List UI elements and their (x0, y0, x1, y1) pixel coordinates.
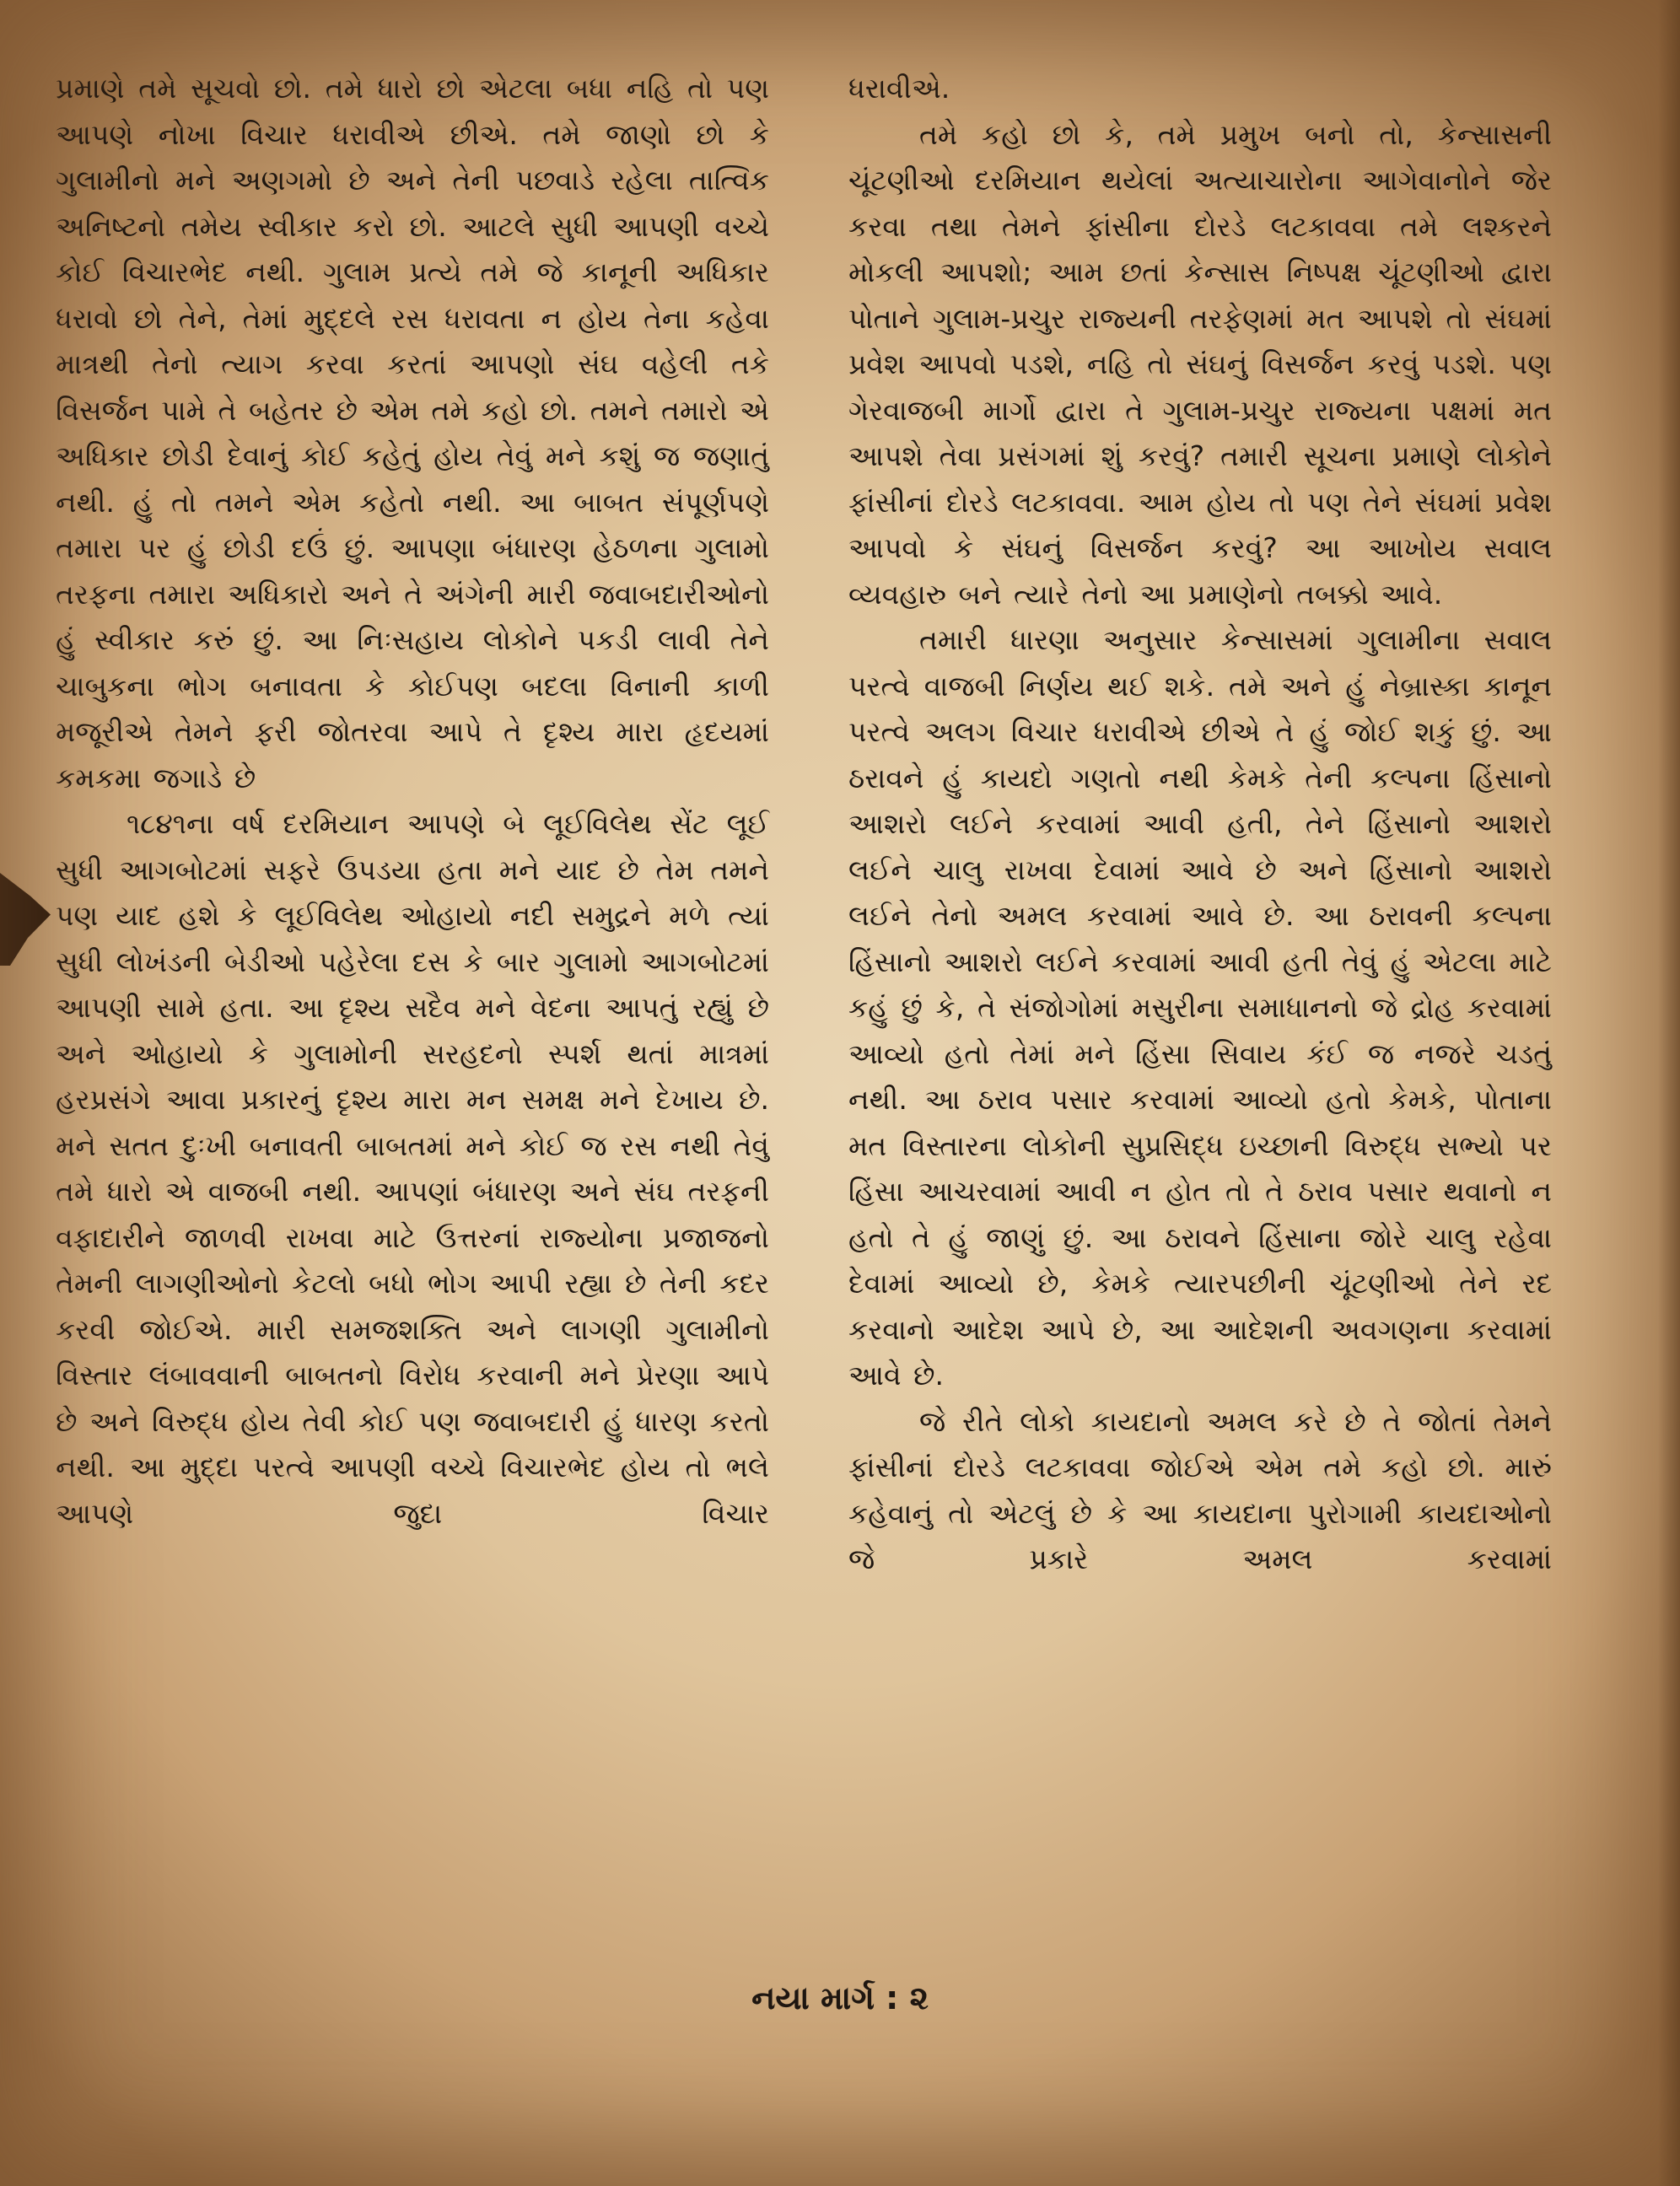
page-edge-shadow (1658, 0, 1680, 2186)
right-text-column (848, 66, 1552, 1583)
torn-edge (0, 873, 51, 966)
paragraph: પ્રમાણે તમે સૂચવો છો. તમે ધારો છો એટલા બધા નહિ તો પણ આપણે નોખા વિચાર ધરાવીએ છીએ. તમે જાણો છો કે ગુલામીનો મને અણગમો છે અને તેની પછવાડે રહેલા તાત્વિક અનિષ્ટનો તમેય સ્વીકાર કરો છો. આટલે સુધી આપણી વચ્ચે કોઈ વિચારભેદ નથી. ગુલામ પ્રત્યે તમે જે કાનૂની અધિકાર ધરાવો છો તેને, તેમાં મુદ્દલે રસ ધરાવતા ન હોય તેના કહેવા માત્રથી તેનો ત્યાગ કરવા કરતાં આપણો સંઘ વહેલી તકે વિસર્જન પામે તે બહેતર છે એમ તમે કહો છો. તમને તમારો એ અધિકાર છોડી દેવાનું કોઈ કહેતું હોય તેવું મને કશું જ જણાતું નથી. હું તો તમને એમ કહેતો નથી. આ બાબત સંપૂર્ણપણે તમારા પર હું છોડી દઉં છું. આપણા બંધારણ હેઠળના ગુલામો તરફના તમારા અધિકારો અને તે અંગેની મારી જવાબદારીઓનો હું સ્વીકાર કરું છું. આ નિઃસહાય લોકોને પકડી લાવી તેને ચાબુકના ભોગ બનાવતા કે કોઈપણ બદલા વિનાની કાળી મજૂરીએ તેમને ફરી જોતરવા આપે તે દૃશ્ય મારા હૃદયમાં કમકમા જગાડે છે (56, 72, 769, 794)
left-text-column (56, 66, 769, 1537)
paragraph: ધરાવીએ. (848, 72, 950, 105)
paragraph: તમારી ધારણા અનુસાર કેન્સાસમાં ગુલામીના સવાલ પરત્વે વાજબી નિર્ણય થઈ શકે. તમે અને હું નેબ્રાસ્કા કાનૂન પરત્વે અલગ વિચાર ધરાવીએ છીએ તે હું જોઈ શકું છું. આ ઠરાવને હું કાયદો ગણતો નથી કેમકે તેની કલ્પના હિંસાનો આશરો લઈને કરવામાં આવી હતી, તેને હિંસાનો આશરો લઈને ચાલુ રાખવા દેવામાં આવે છે અને હિંસાનો આશરો લઈને તેનો અમલ કરવામાં આવે છે. આ ઠરાવની કલ્પના હિંસાનો આશરો લઈને કરવામાં આવી હતી તેવું હું એટલા માટે કહું છું કે, તે સંજોગોમાં મસુરીના સમાધાનનો જે દ્રોહ કરવામાં આવ્યો હતો તેમાં મને હિંસા સિવાય કંઈ જ નજરે ચડતું નથી. આ ઠરાવ પસાર કરવામાં આવ્યો હતો કેમકે, પોતાના મત વિસ્તારના લોકોની સુપ્રસિદ્ધ ઇચ્છાની વિરુદ્ધ સભ્યો પર હિંસા આચરવામાં આવી ન હોત તો તે ઠરાવ પસાર થવાનો ન હતો તે હું જાણું છું. આ ઠરાવને હિંસાના જોરે ચાલુ રહેવા દેવામાં આવ્યો છે, કેમકે ત્યારપછીની ચૂંટણીઓ તેને રદ કરવાનો આદેશ આપે છે, આ આદેશની અવગણના કરવામાં આવે છે. (848, 623, 1552, 1392)
page-footer: નયા માર્ગ : ૨ (751, 1979, 929, 2016)
paragraph: જે રીતે લોકો કાયદાનો અમલ કરે છે તે જોતાં તેમને ફાંસીનાં દોરડે લટકાવવા જોઈએ એમ તમે કહો છો. મારું કહેવાનું તો એટલું છે કે આ કાયદાના પુરોગામી કાયદાઓનો જે પ્રકારે અમલ કરવામાં (848, 1404, 1552, 1575)
paragraph: ૧૮૪૧ના વર્ષ દરમિયાન આપણે બે લૂઈવિલેથ સેંટ લૂઈ સુધી આગબોટમાં સફરે ઉપડયા હતા મને યાદ છે તેમ તમને પણ યાદ હશે કે લૂઈવિલેથ ઓહાયો નદી સમુદ્રને મળે ત્યાં સુધી લોખંડની બેડીઓ પહેરેલા દસ કે બાર ગુલામો આગબોટમાં આપણી સામે હતા. આ દૃશ્ય સદૈવ મને વેદના આપતું રહ્યું છે અને ઓહાયો કે ગુલામોની સરહદનો સ્પર્શ થતાં માત્રમાં હરપ્રસંગે આવા પ્રકારનું દૃશ્ય મારા મન સમક્ષ મને દેખાય છે. મને સતત દુઃખી બનાવતી બાબતમાં મને કોઈ જ રસ નથી તેવું તમે ધારો એ વાજબી નથી. આપણાં બંધારણ અને સંઘ તરફની વફાદારીને જાળવી રાખવા માટે ઉત્તરનાં રાજ્યોના પ્રજાજનો તેમની લાગણીઓનો કેટલો બધો ભોગ આપી રહ્યા છે તેની કદર કરવી જોઈએ. મારી સમજશક્તિ અને લાગણી ગુલામીનો વિસ્તાર લંબાવવાની બાબતનો વિરોધ કરવાની મને પ્રેરણા આપે છે અને વિરુદ્ધ હોય તેવી કોઈ પણ જવાબદારી હું ધારણ કરતો નથી. આ મુદ્દા પરત્વે આપણી વચ્ચે વિચારભેદ હોય તો ભલે આપણે જુદા વિચાર (56, 807, 769, 1530)
paragraph: તમે કહો છો કે, તમે પ્રમુખ બનો તો, કેન્સાસની ચૂંટણીઓ દરમિયાન થયેલાં અત્યાચારોના આગેવાનોને જેર કરવા તથા તેમને ફાંસીના દોરડે લટકાવવા તમે લશ્કરને મોકલી આપશો; આમ છતાં કેન્સાસ નિષ્પક્ષ ચૂંટણીઓ દ્વારા પોતાને ગુલામ-પ્રચુર રાજ્યની તરફેણમાં મત આપશે તો સંઘમાં પ્રવેશ આપવો પડશે, નહિ તો સંઘનું વિસર્જન કરવું પડશે. પણ ગેરવાજબી માર્ગો દ્વારા તે ગુલામ-પ્રચુર રાજ્યના પક્ષમાં મત આપશે તેવા પ્રસંગમાં શું કરવું? તમારી સૂચના પ્રમાણે લોકોને ફાંસીનાં દોરડે લટકાવવા. આમ હોય તો પણ તેને સંઘમાં પ્રવેશ આપવો કે સંઘનું વિસર્જન કરવું? આ આખોય સવાલ વ્યવહારુ બને ત્યારે તેનો આ પ્રમાણેનો તબક્કો આવે. (848, 117, 1553, 611)
